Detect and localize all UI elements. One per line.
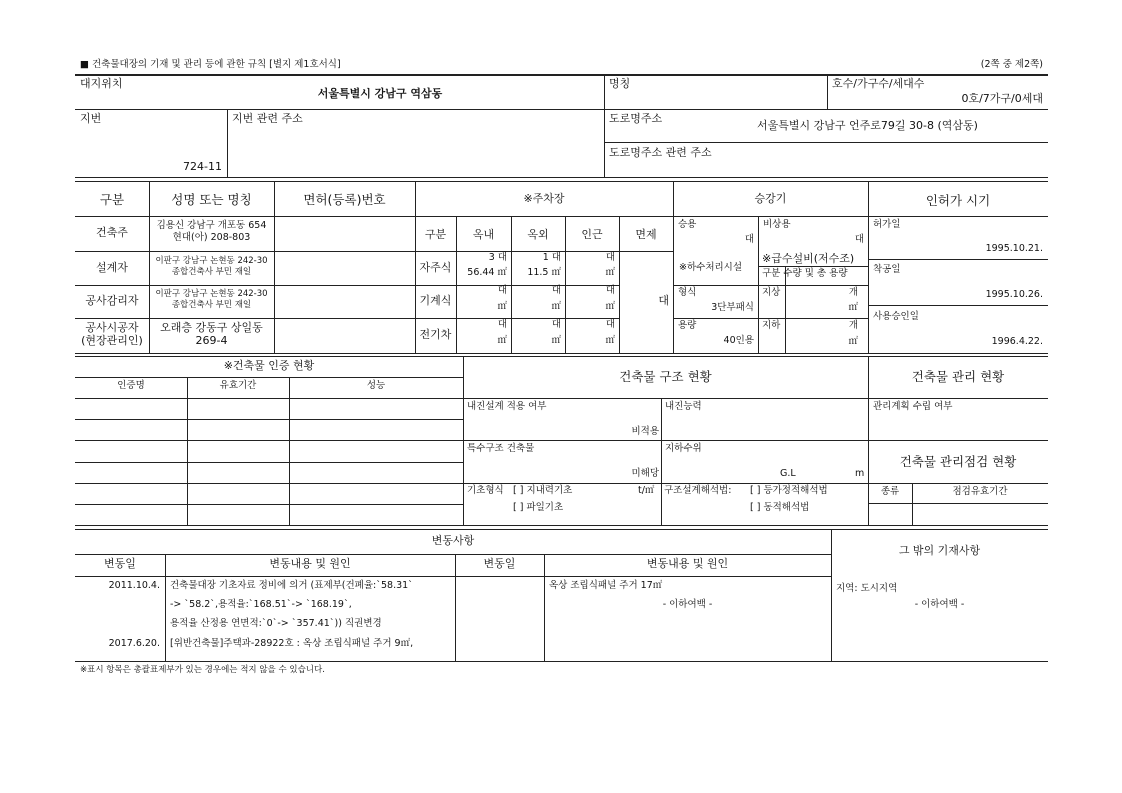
people-name-line2: 종합건축사 부민 재일 — [171, 300, 252, 310]
parking-cell: 대 — [605, 285, 615, 296]
start-date-value: 1995.10.26. — [985, 289, 1043, 300]
parking-title: ※주차장 — [523, 192, 565, 205]
permit-date-value: 1995.10.21. — [985, 243, 1043, 254]
water-count-unit: 개 — [848, 320, 858, 331]
people-name-line2: 종합건축사 부민 재일 — [171, 267, 252, 277]
analysis-option-dynamic[interactable]: [ ] 동적해석법 — [750, 502, 810, 513]
parking-header-indoor: 옥내 — [472, 228, 495, 241]
foundation-label: 기초형식 — [467, 485, 504, 496]
change-content-line: [위반건축물]주택과-28922호 : 옥상 조립식패널 주거 9㎡, — [170, 638, 414, 649]
management-plan-label: 관리계획 수립 여부 — [873, 401, 953, 412]
cert-header-performance: 성능 — [366, 380, 386, 391]
people-role: 공사시공자 — [85, 321, 139, 334]
elevator-title: 승강기 — [754, 192, 787, 205]
water-supply-header: 구분 수량 및 총 용량 — [762, 268, 848, 279]
parking-row-ev: 전기차 — [419, 328, 452, 341]
people-name-line1: 이판구 강남구 논현동 242-30 — [155, 289, 268, 299]
parking-cell: 1 대 — [542, 252, 561, 263]
parking-cell: 대 — [551, 285, 561, 296]
people-name-line1: 김용신 강남구 개포동 654 — [156, 220, 267, 231]
water-area-unit: ㎡ — [848, 302, 858, 313]
parking-exempt-unit: 대 — [658, 294, 669, 307]
approval-date-value: 1996.4.22. — [991, 336, 1043, 347]
form-rule-text: ■ 건축물대장의 기재 및 관리 등에 관한 규칙 [별지 제1호서식] — [80, 59, 341, 70]
changes-title: 변동사항 — [431, 534, 475, 547]
other-notes-title: 그 밖의 기재사항 — [898, 544, 981, 557]
sewage-capacity-label: 용량 — [678, 320, 697, 331]
groundwater-label: 지하수위 — [665, 443, 702, 454]
page-indicator: (2쪽 중 제2쪽) — [980, 59, 1043, 70]
change-content-line: -> `58.2`,용적율:`168.51`-> `168.19`, — [170, 599, 352, 610]
analysis-option-static[interactable]: [ ] 등가정적해석법 — [750, 485, 828, 496]
people-role: 설계자 — [96, 261, 128, 274]
inspection-header-period: 점검유효기간 — [952, 486, 1008, 497]
inspection-header-kind: 종류 — [880, 486, 900, 497]
people-name-line2: 현대(아) 208-803 — [172, 232, 251, 243]
parking-cell: 대 — [497, 319, 507, 330]
elevator-emergency-label: 비상용 — [763, 219, 791, 230]
parking-cell: ㎡ — [497, 335, 507, 346]
people-header-type: 구분 — [99, 192, 125, 207]
parking-cell: 대 — [605, 252, 615, 263]
elevator-emergency-unit: 대 — [854, 234, 864, 245]
management-title: 건축물 관리 현황 — [911, 369, 1005, 384]
change-content-line: 용적율 산정용 연면적:`0`-> `357.41`)) 직권변경 — [170, 618, 382, 629]
sewage-label: ※하수처리시설 — [679, 262, 743, 273]
site-value: 서울특별시 강남구 역삼동 — [317, 87, 443, 100]
lot-label: 지번 — [80, 112, 102, 125]
seismic-design-label: 내진설계 적용 여부 — [467, 401, 547, 412]
people-role: 건축주 — [96, 226, 128, 239]
parking-row-self: 자주식 — [419, 261, 452, 274]
parking-cell: ㎡ — [551, 335, 561, 346]
changes-header-content-2: 변동내용 및 원인 — [646, 557, 729, 570]
special-structure-value: 미해당 — [631, 468, 659, 479]
change-content-line: 옥상 조립식패널 주거 17㎡ — [549, 580, 663, 591]
parking-header-type: 구분 — [424, 228, 447, 241]
people-header-name: 성명 또는 명칭 — [171, 192, 252, 207]
structure-title: 건축물 구조 현황 — [619, 369, 712, 384]
people-header-license: 면허(등록)번호 — [303, 192, 386, 207]
road-related-label: 도로명주소 관련 주소 — [609, 146, 712, 159]
seismic-capacity-label: 내진능력 — [665, 401, 702, 412]
parking-cell: 11.5 ㎡ — [527, 267, 561, 278]
cert-title: ※건축물 인증 현황 — [223, 359, 315, 372]
inspection-title: 건축물 관리점검 현황 — [899, 454, 1017, 469]
name-label: 명칭 — [609, 77, 631, 90]
parking-row-mechanical: 기계식 — [419, 294, 452, 307]
water-above-label: 지상 — [762, 287, 781, 298]
foundation-unit: t/㎡ — [638, 485, 655, 496]
approval-date-label: 사용승인일 — [873, 311, 919, 322]
parking-cell: ㎡ — [551, 301, 561, 312]
road-address-label: 도로명주소 — [609, 112, 663, 125]
parking-cell: ㎡ — [605, 335, 615, 346]
sewage-type-value: 3단부패식 — [711, 302, 754, 313]
parking-header-nearby: 인근 — [581, 228, 603, 241]
change-blank-marker: - 이하여백 - — [662, 599, 713, 610]
foundation-option-pile[interactable]: [ ] 파일기초 — [513, 502, 564, 513]
parking-header-exempt: 면제 — [635, 228, 657, 241]
seismic-design-value: 비적용 — [631, 426, 659, 437]
start-date-label: 착공일 — [873, 264, 901, 275]
people-name-line2: 269-4 — [195, 334, 228, 347]
parking-cell: 대 — [605, 319, 615, 330]
water-supply-label: ※급수설비(저수조) — [762, 252, 855, 265]
people-role-sub: (현장관리인) — [81, 334, 143, 347]
elevator-passenger-unit: 대 — [744, 234, 754, 245]
parking-cell: ㎡ — [605, 267, 615, 278]
lot-value: 724-11 — [183, 160, 222, 173]
parking-cell: ㎡ — [497, 301, 507, 312]
parking-cell: ㎡ — [605, 301, 615, 312]
lot-address-label: 지번 관련 주소 — [232, 112, 303, 125]
site-label: 대지위치 — [80, 77, 123, 90]
permit-date-label: 허가일 — [873, 219, 901, 230]
analysis-label: 구조설계해석법: — [664, 485, 732, 496]
parking-cell: 56.44 ㎡ — [467, 267, 507, 278]
water-count-unit: 개 — [848, 287, 858, 298]
parking-cell: 3 대 — [488, 252, 507, 263]
changes-header-date-2: 변동일 — [483, 557, 516, 570]
cert-header-name: 인증명 — [117, 380, 145, 391]
change-date: 2011.10.4. — [108, 580, 160, 591]
units-value: 0호/7가구/0세대 — [961, 92, 1043, 105]
water-area-unit: ㎡ — [848, 336, 858, 347]
road-address-value: 서울특별시 강남구 언주로79길 30-8 (역삼동) — [757, 119, 978, 132]
permit-title: 인허가 시기 — [925, 193, 991, 208]
parking-cell: 대 — [497, 285, 507, 296]
footnote: ※표시 항목은 총괄표제부가 있는 경우에는 적지 않을 수 있습니다. — [80, 665, 325, 675]
sewage-capacity-value: 40인용 — [723, 335, 754, 346]
changes-header-date: 변동일 — [104, 557, 136, 570]
water-below-label: 지하 — [762, 320, 781, 331]
foundation-option-bearing[interactable]: [ ] 지내력기초 — [513, 485, 573, 496]
change-date: 2017.6.20. — [108, 638, 160, 649]
elevator-passenger-label: 승용 — [678, 219, 697, 230]
groundwater-unit: m — [855, 468, 865, 479]
special-structure-label: 특수구조 건축물 — [467, 443, 535, 454]
other-note-line: 지역: 도시지역 — [836, 583, 898, 594]
people-role: 공사감리자 — [85, 294, 139, 307]
people-name-line1: 오래층 강동구 상일동 — [160, 321, 263, 334]
parking-cell: 대 — [551, 319, 561, 330]
changes-header-content: 변동내용 및 원인 — [269, 557, 351, 570]
people-name-line1: 이판구 강남구 논현동 242-30 — [155, 256, 268, 266]
cert-header-period: 유효기간 — [219, 380, 257, 391]
parking-header-outdoor: 옥외 — [527, 228, 549, 241]
groundwater-gl: G.L — [780, 468, 796, 479]
change-content-line: 건축물대장 기초자료 정비에 의거 (표제부(건폐율:`58.31` — [170, 580, 413, 591]
units-label: 호수/가구수/세대수 — [832, 77, 925, 90]
other-blank-marker: - 이하여백 - — [914, 599, 965, 610]
sewage-type-label: 형식 — [678, 287, 697, 298]
